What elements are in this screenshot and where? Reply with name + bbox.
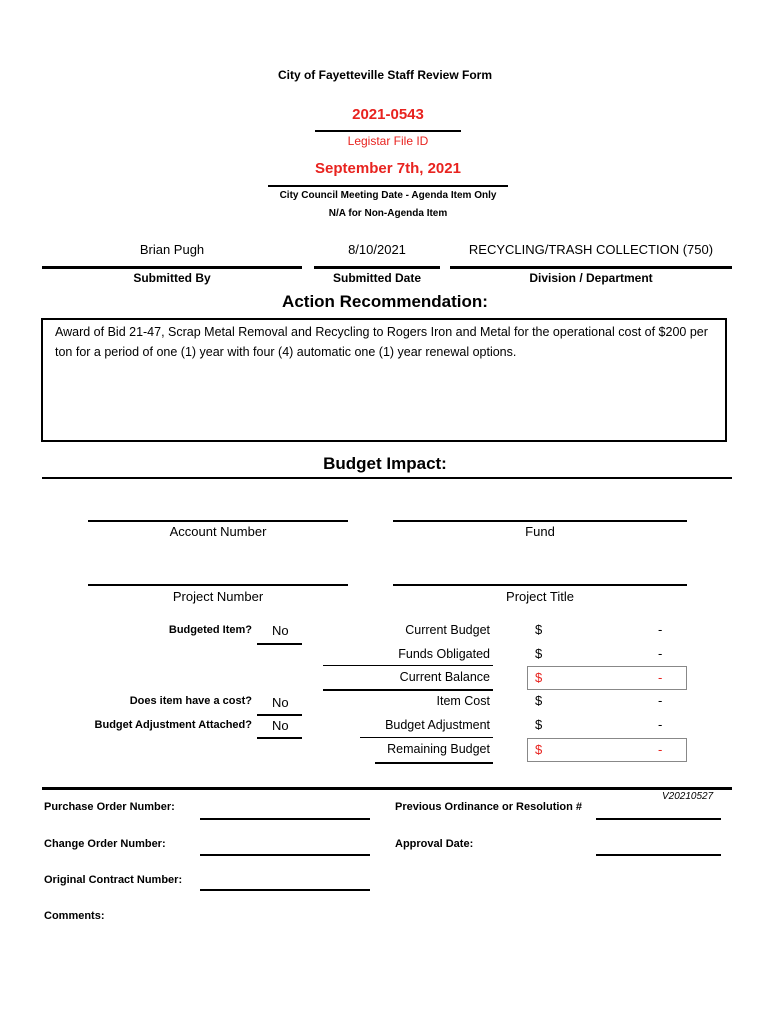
remaining-budget-label: Remaining Budget (387, 742, 490, 756)
division-label: Division / Department (529, 271, 653, 285)
funds-obligated-label: Funds Obligated (398, 647, 490, 661)
current-balance-label: Current Balance (399, 670, 490, 684)
budget-heading-rule (42, 477, 732, 479)
comments-label: Comments: (44, 910, 105, 922)
budget-adjustment-rule (360, 737, 493, 738)
item-cost-symbol: $ (535, 693, 543, 708)
budget-adjustment-symbol: $ (535, 717, 543, 732)
action-box (41, 318, 727, 442)
file-id: 2021-0543 (352, 106, 424, 123)
item-cost-label: Item Cost (436, 694, 490, 708)
submitted-date-label: Submitted Date (332, 271, 421, 285)
submitted-by-line (42, 266, 302, 269)
budget-adjustment-value: - (658, 717, 663, 732)
approval-date-line[interactable] (596, 854, 721, 856)
prev-ordinance-label: Previous Ordinance or Resolution # (395, 801, 583, 813)
original-contract-label: Original Contract Number: (44, 874, 183, 886)
budget-adjustment-label: Budget Adjustment (385, 718, 490, 732)
approval-date-label: Approval Date: (395, 838, 474, 850)
funds-obligated-symbol: $ (535, 646, 543, 661)
has-cost-value: No (272, 695, 289, 710)
remaining-budget-rule (375, 762, 493, 764)
footer-rule (42, 787, 732, 790)
division-line (450, 266, 732, 269)
change-order-line[interactable] (200, 854, 370, 856)
budget-heading: Budget Impact: (323, 454, 447, 473)
file-id-underline (315, 130, 461, 132)
action-text: Award of Bid 21-47, Scrap Metal Removal and Recycling to Rogers Iron and Metal for the operational cost of $200 per ton for a period of one (1) year with four (4) automatic one (1) year renewal options. (55, 325, 708, 359)
division-value: RECYCLING/TRASH COLLECTION (750) (468, 242, 714, 257)
item-cost-value: - (658, 693, 663, 708)
budgeted-item-line (257, 643, 302, 645)
remaining-budget-symbol: $ (535, 742, 543, 757)
action-heading: Action Recommendation: (282, 292, 488, 311)
change-order-label: Change Order Number: (44, 838, 166, 850)
has-cost-label: Does item have a cost? (129, 695, 252, 707)
budgeted-item-label: Budgeted Item? (168, 624, 252, 636)
submitted-date-line (314, 266, 440, 269)
current-balance-rule (323, 689, 493, 691)
current-balance-value: - (658, 670, 663, 685)
submitted-by-value: Brian Pugh (139, 242, 205, 257)
has-cost-line (257, 714, 302, 716)
prev-ordinance-line[interactable] (596, 818, 721, 820)
project-title-label: Project Title (506, 589, 574, 604)
file-id-label: Legistar File ID (347, 134, 429, 148)
original-contract-line[interactable] (200, 889, 370, 891)
adjustment-attached-line (257, 737, 302, 739)
adjustment-attached-value: No (272, 718, 289, 733)
funds-obligated-value: - (658, 646, 663, 661)
current-budget-symbol: $ (535, 622, 543, 637)
po-line[interactable] (200, 818, 370, 820)
submitted-date-value: 8/10/2021 (348, 242, 406, 257)
meeting-label: City Council Meeting Date - Agenda Item Only (279, 190, 497, 201)
remaining-budget-value: - (658, 742, 663, 757)
po-label: Purchase Order Number: (44, 801, 175, 813)
fund-label: Fund (525, 524, 555, 539)
current-balance-box (527, 666, 687, 690)
meeting-date-underline (268, 185, 508, 187)
meeting-date: September 7th, 2021 (315, 160, 461, 177)
current-budget-label: Current Budget (405, 623, 490, 637)
project-title-line (393, 584, 687, 586)
adjustment-attached-label: Budget Adjustment Attached? (94, 719, 252, 731)
fund-line (393, 520, 687, 522)
project-number-label: Project Number (172, 589, 264, 604)
budgeted-item-value: No (272, 623, 289, 638)
account-number-label: Account Number (169, 524, 267, 539)
project-number-line (88, 584, 348, 586)
remaining-budget-box (527, 738, 687, 762)
version-label: V20210527 (662, 791, 714, 802)
current-budget-value: - (658, 622, 663, 637)
funds-obligated-rule (323, 665, 493, 666)
meeting-label-note: N/A for Non-Agenda Item (328, 208, 448, 219)
account-number-line (88, 520, 348, 522)
submitted-by-label: Submitted By (133, 271, 211, 285)
form-title: City of Fayetteville Staff Review Form (277, 68, 493, 82)
current-balance-symbol: $ (535, 670, 543, 685)
